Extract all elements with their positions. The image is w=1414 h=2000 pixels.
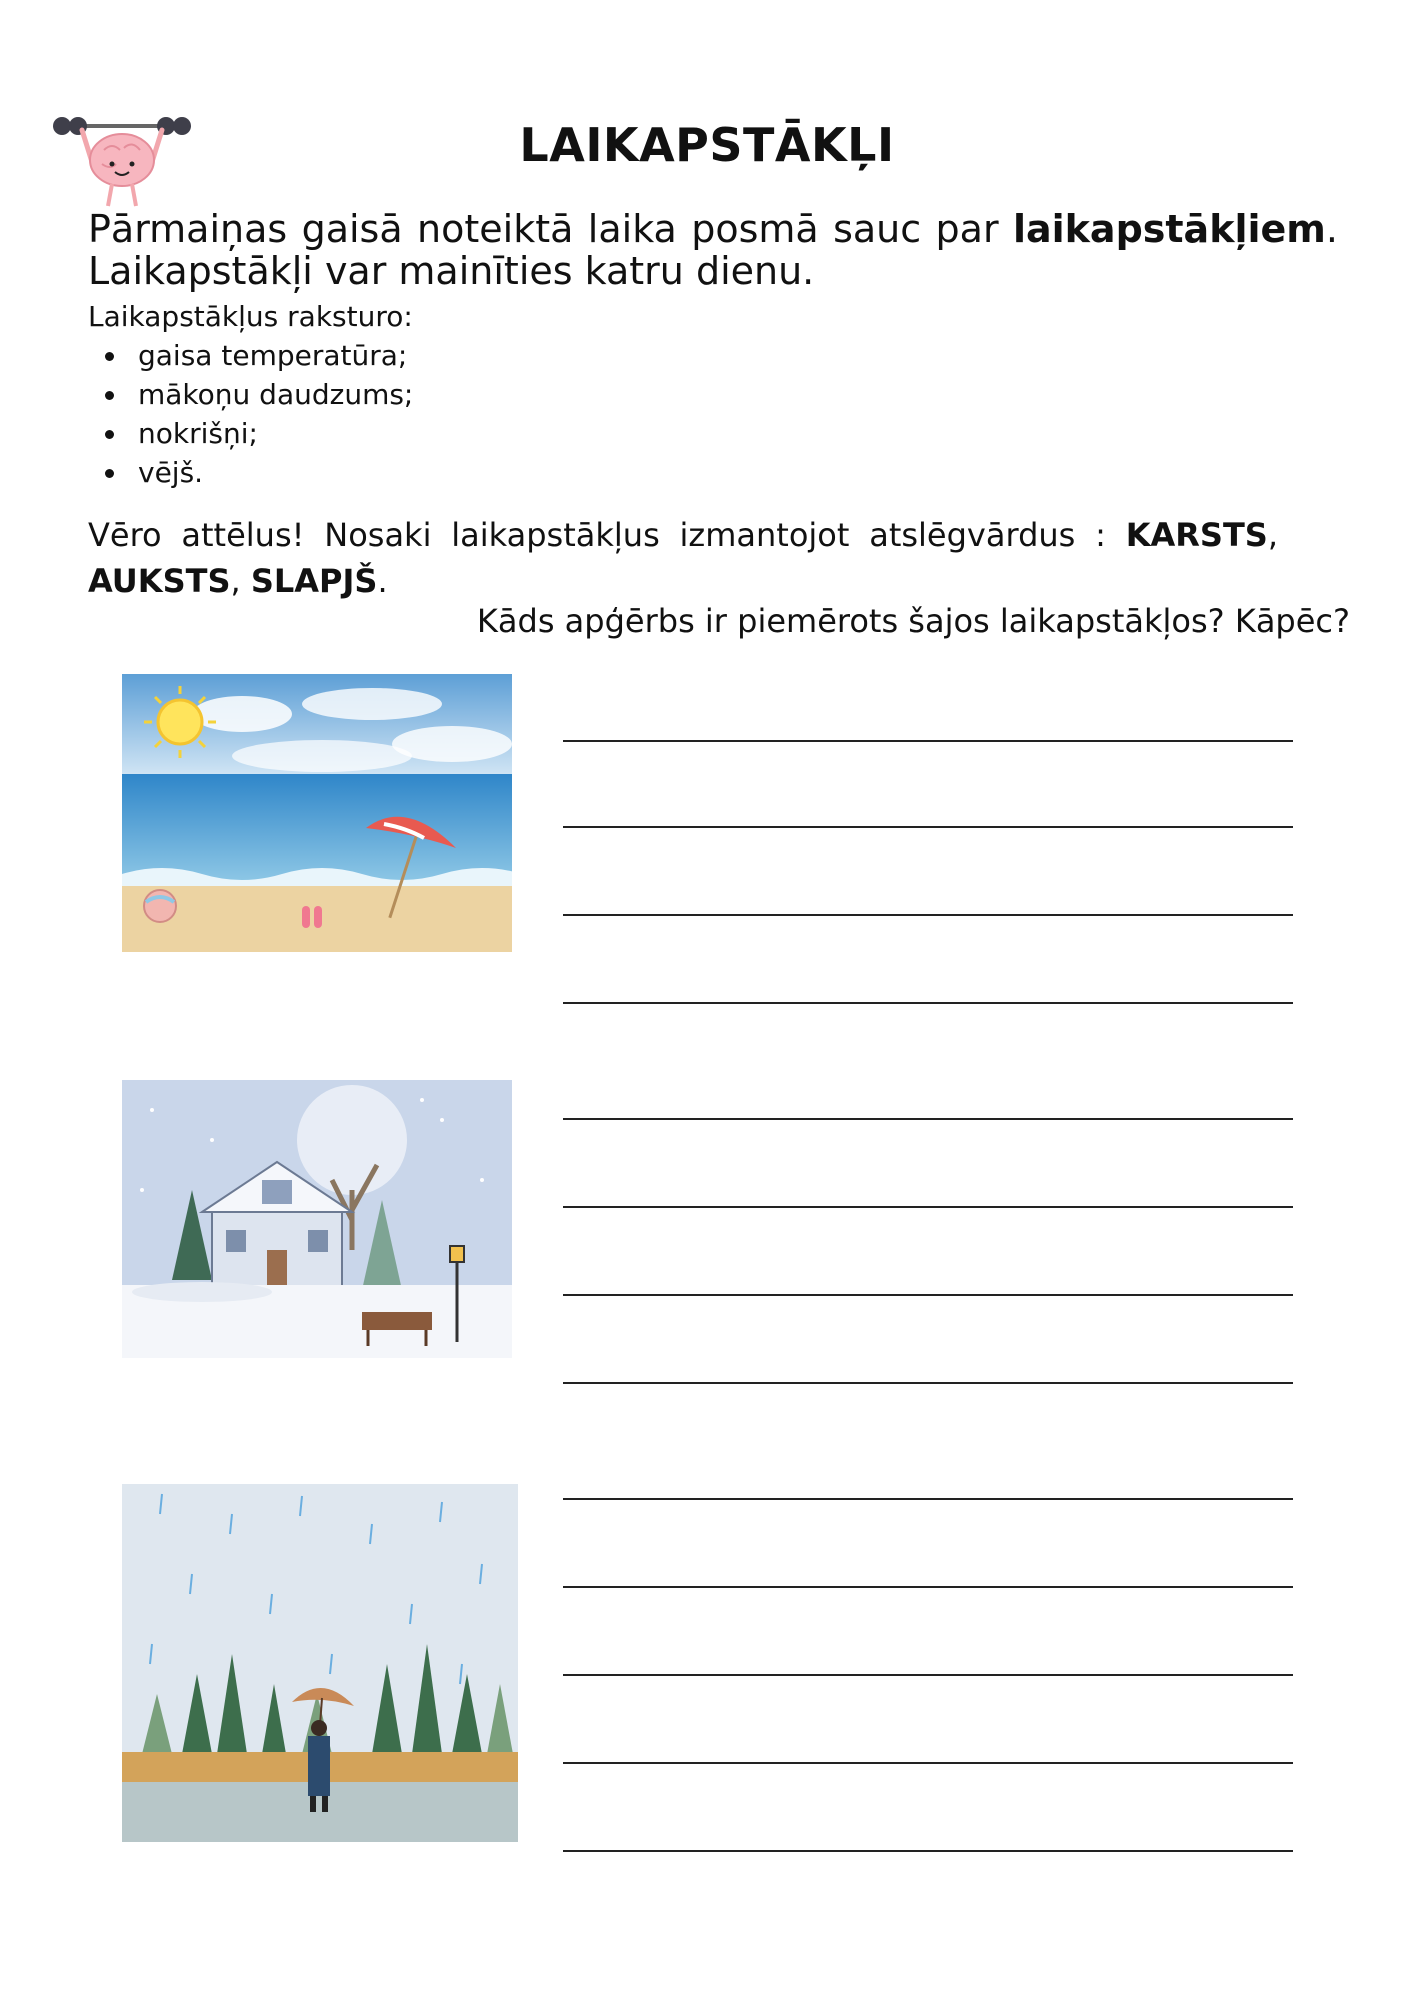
keyword-auksts: AUKSTS <box>88 562 231 600</box>
answer-line[interactable] <box>563 1118 1293 1120</box>
page-title: LAIKAPSTĀKĻI <box>519 118 895 172</box>
intro-paragraph <box>88 208 1338 292</box>
answer-line[interactable] <box>563 826 1293 828</box>
task-text: Vēro attēlus! Nosaki laikapstākļus izmantojot atslēgvārdus : <box>88 516 1126 554</box>
intro-text-start: Pārmaiņas gaisā noteiktā laika posmā sauc par <box>88 207 1013 251</box>
list-item: gaisa temperatūra; <box>88 336 413 375</box>
separator: , <box>1267 516 1278 554</box>
separator: , <box>230 562 251 600</box>
task-instruction <box>88 512 1278 604</box>
answer-line[interactable] <box>563 1382 1293 1384</box>
characteristics-label: Laikapstākļus raksturo: <box>88 300 413 333</box>
list-item: vējš. <box>88 453 413 492</box>
keyword-slapjs: SLAPJŠ <box>250 562 378 600</box>
answer-line[interactable] <box>563 1206 1293 1208</box>
intro-term: laikapstākļiem <box>1012 207 1326 251</box>
characteristics-list <box>88 336 413 492</box>
list-item: mākoņu daudzums; <box>88 375 413 414</box>
question-text: Kāds apģērbs ir piemērots šajos laikapstākļos? Kāpēc? <box>476 602 1350 640</box>
rainy-forest-illustration <box>122 1484 518 1842</box>
answer-line[interactable] <box>563 1850 1293 1852</box>
intro-text-end: . Laikapstākļi var mainīties katru dienu. <box>88 207 1338 293</box>
keyword-karsts: KARSTS <box>1125 516 1268 554</box>
answer-line[interactable] <box>563 1498 1293 1500</box>
answer-line[interactable] <box>563 740 1293 742</box>
answer-line[interactable] <box>563 1762 1293 1764</box>
answer-line[interactable] <box>563 1674 1293 1676</box>
task-end: . <box>377 562 388 600</box>
answer-line[interactable] <box>563 1002 1293 1004</box>
beach-sunny-illustration <box>122 674 512 952</box>
answer-line[interactable] <box>563 914 1293 916</box>
list-item: nokrišņi; <box>88 414 413 453</box>
answer-line[interactable] <box>563 1586 1293 1588</box>
answer-line[interactable] <box>563 1294 1293 1296</box>
snowy-house-illustration <box>122 1080 512 1358</box>
